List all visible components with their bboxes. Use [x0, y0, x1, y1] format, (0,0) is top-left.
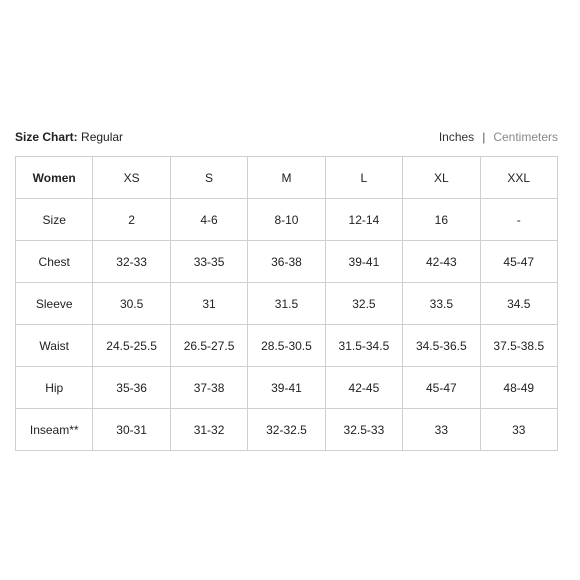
table-cell: 32.5-33: [325, 409, 402, 451]
table-cell: 32-32.5: [248, 409, 325, 451]
table-cell: 32-33: [93, 241, 170, 283]
table-cell: 4-6: [170, 199, 247, 241]
unit-centimeters-button[interactable]: Centimeters: [493, 130, 558, 144]
table-cell: 33-35: [170, 241, 247, 283]
table-cell: 31.5: [248, 283, 325, 325]
table-cell: 37.5-38.5: [480, 325, 557, 367]
column-header: XL: [403, 157, 480, 199]
unit-separator: |: [482, 130, 486, 144]
table-cell: 8-10: [248, 199, 325, 241]
row-header: Sleeve: [16, 283, 93, 325]
table-cell: 33.5: [403, 283, 480, 325]
row-header: Waist: [16, 325, 93, 367]
table-cell: 39-41: [248, 367, 325, 409]
table-cell: 2: [93, 199, 170, 241]
table-header-row: [16, 157, 558, 199]
table-cell: 31.5-34.5: [325, 325, 402, 367]
table-cell: 42-43: [403, 241, 480, 283]
table-cell: 45-47: [480, 241, 557, 283]
unit-toggle: [439, 130, 558, 144]
table-cell: 42-45: [325, 367, 402, 409]
table-cell: -: [480, 199, 557, 241]
table-cell: 39-41: [325, 241, 402, 283]
table-cell: 30-31: [93, 409, 170, 451]
size-chart-title: [15, 130, 123, 144]
column-header: L: [325, 157, 402, 199]
table-cell: 16: [403, 199, 480, 241]
size-chart-title-label: Size Chart:: [15, 130, 78, 144]
row-header: Hip: [16, 367, 93, 409]
table-cell: 35-36: [93, 367, 170, 409]
table-cell: 30.5: [93, 283, 170, 325]
table-cell: 36-38: [248, 241, 325, 283]
table-cell: 37-38: [170, 367, 247, 409]
unit-inches-button[interactable]: Inches: [438, 130, 475, 144]
row-header: Chest: [16, 241, 93, 283]
size-chart-fit-value: Regular: [81, 130, 124, 144]
table-cell: 48-49: [480, 367, 557, 409]
column-header: M: [248, 157, 325, 199]
size-chart-header: [15, 130, 558, 144]
row-header: Inseam**: [16, 409, 93, 451]
table-cell: 45-47: [403, 367, 480, 409]
table-cell: 33: [480, 409, 557, 451]
size-chart-table: [15, 156, 558, 451]
table-cell: 31: [170, 283, 247, 325]
table-row: [16, 409, 558, 451]
table-cell: 34.5: [480, 283, 557, 325]
table-cell: 31-32: [170, 409, 247, 451]
table-row: [16, 199, 558, 241]
column-header: XXL: [480, 157, 557, 199]
table-row: [16, 241, 558, 283]
column-header: S: [170, 157, 247, 199]
table-row: [16, 325, 558, 367]
table-cell: 32.5: [325, 283, 402, 325]
table-cell: 34.5-36.5: [403, 325, 480, 367]
table-cell: 12-14: [325, 199, 402, 241]
row-header: Size: [16, 199, 93, 241]
table-cell: 24.5-25.5: [93, 325, 170, 367]
table-row: [16, 367, 558, 409]
table-cell: 26.5-27.5: [170, 325, 247, 367]
table-corner-header: Women: [16, 157, 93, 199]
table-cell: 33: [403, 409, 480, 451]
column-header: XS: [93, 157, 170, 199]
table-row: [16, 283, 558, 325]
table-cell: 28.5-30.5: [248, 325, 325, 367]
